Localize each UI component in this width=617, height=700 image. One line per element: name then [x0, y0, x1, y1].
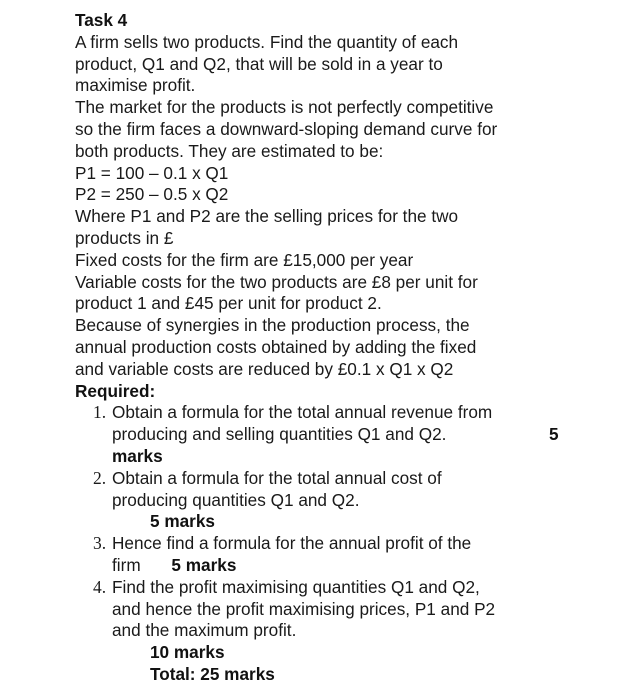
- question-number: 2.: [93, 467, 107, 488]
- synergy-line: and variable costs are reduced by £0.1 x Q1 x Q2: [75, 358, 454, 379]
- questions-list: [75, 402, 559, 685]
- intro-line: maximise profit.: [75, 75, 196, 96]
- intro-line: The market for the products is not perfectly competitive: [75, 97, 494, 118]
- question-number: 4.: [93, 576, 107, 597]
- question-marks: 5 marks: [150, 511, 215, 532]
- question-3: [75, 533, 545, 577]
- question-text: producing quantities Q1 and Q2.: [112, 489, 360, 510]
- question-text: Find the profit maximising quantities Q1 and Q2,: [112, 576, 480, 597]
- intro-line: Where P1 and P2 are the selling prices for the two: [75, 206, 459, 227]
- variable-costs-line: product 1 and £45 per unit for product 2.: [75, 293, 382, 314]
- intro-line: so the firm faces a downward-sloping demand curve for: [75, 118, 498, 139]
- synergy-line: annual production costs obtained by adding the fixed: [75, 336, 477, 357]
- question-text: Obtain a formula for the total annual cost of: [112, 467, 442, 488]
- question-text: and hence the profit maximising prices, P1 and P2: [112, 598, 496, 619]
- question-2: [75, 468, 545, 533]
- fixed-costs-line: Fixed costs for the firm are £15,000 per year: [75, 249, 414, 270]
- question-4: [75, 577, 545, 686]
- task-document: [75, 10, 559, 686]
- required-heading: Required:: [75, 380, 156, 401]
- intro-line: both products. They are estimated to be:: [75, 140, 384, 161]
- total-marks: Total: 25 marks: [150, 663, 275, 684]
- question-text: firm: [112, 554, 141, 575]
- question-1: [75, 402, 559, 467]
- intro-line: products in £: [75, 227, 174, 248]
- intro-line: A firm sells two products. Find the quantity of each: [75, 31, 459, 52]
- variable-costs-line: Variable costs for the two products are £8 per unit for: [75, 271, 478, 292]
- question-text: and the maximum profit.: [112, 620, 297, 641]
- question-number: 1.: [93, 402, 107, 423]
- intro-line: product, Q1 and Q2, that will be sold in a year to: [75, 53, 443, 74]
- synergy-line: Because of synergies in the production process, the: [75, 315, 470, 336]
- question-text: producing and selling quantities Q1 and Q2.: [112, 424, 447, 445]
- task-title: Task 4: [75, 10, 128, 30]
- question-text: Hence find a formula for the annual profit of the: [112, 533, 472, 554]
- question-marks: marks: [112, 445, 163, 466]
- demand-equation-p2: P2 = 250 – 0.5 x Q2: [75, 184, 229, 205]
- question-marks: 5: [549, 424, 559, 445]
- question-marks: 10 marks: [150, 642, 225, 663]
- question-text: Obtain a formula for the total annual revenue from: [112, 402, 493, 423]
- question-marks: 5 marks: [171, 554, 237, 575]
- question-number: 3.: [93, 533, 107, 554]
- demand-equation-p1: P1 = 100 – 0.1 x Q1: [75, 162, 229, 183]
